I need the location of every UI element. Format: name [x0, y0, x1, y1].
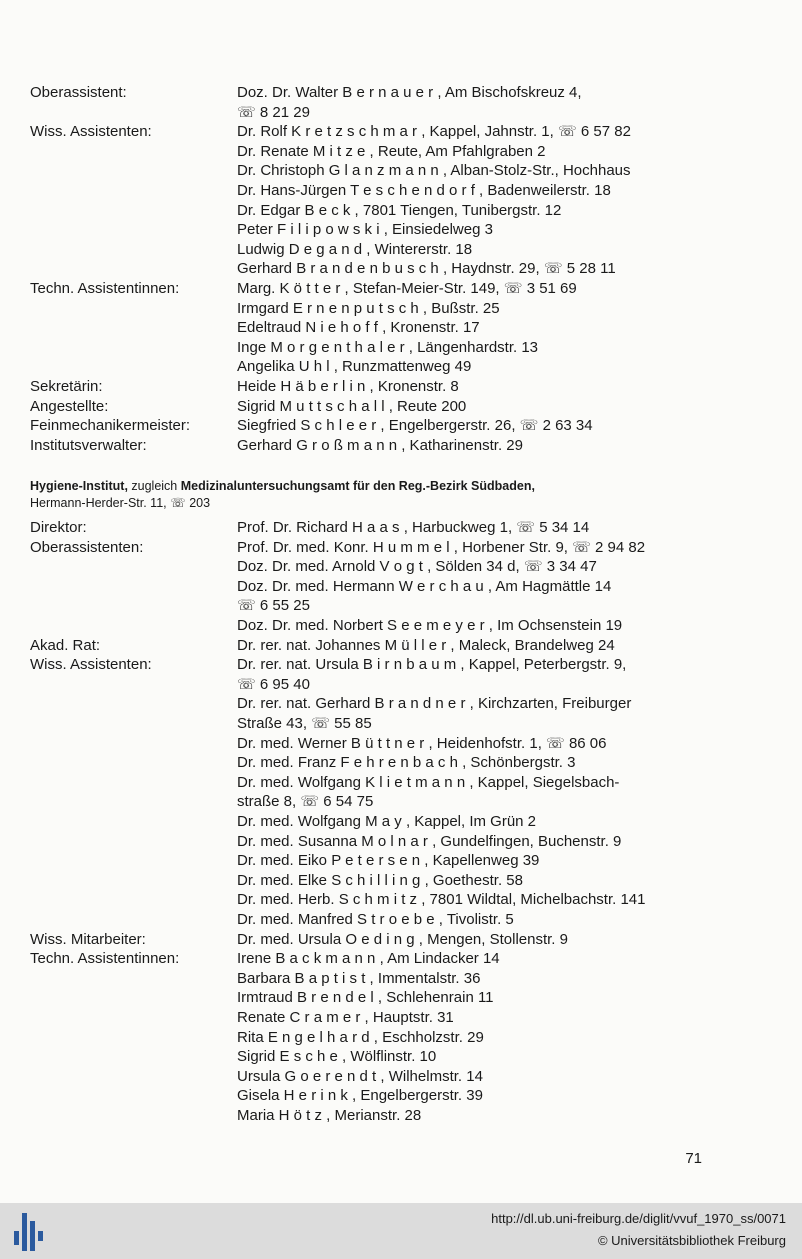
- person-lines: [237, 930, 717, 950]
- person-lines: [237, 538, 717, 636]
- person-line: Dr. Rolf K r e t z s c h m a r , Kappel, Jahnstr. 1, ☏ 6 57 82: [237, 123, 631, 141]
- person-line: Gerhard B r a n d e n b u s c h , Haydnstr. 29, ☏ 5 28 11: [237, 260, 616, 278]
- person-line: Marg. K ö t t e r , Stefan-Meier-Str. 149, ☏ 3 51 69: [237, 280, 577, 297]
- role-label: Direktor:: [30, 519, 87, 536]
- person-line: Dr. med. Herb. S c h m i t z , 7801 Wildtal, Michelbachstr. 141: [237, 891, 646, 909]
- person-line: Dr. med. Werner B ü t t n e r , Heidenhofstr. 1, ☏ 86 06: [237, 734, 607, 752]
- person-line: Prof. Dr. med. Konr. H u m m e l , Horbener Str. 9, ☏ 2 94 82: [237, 538, 646, 556]
- person-line: Dr. rer. nat. Johannes M ü l l e r , Maleck, Brandelweg 24: [237, 636, 615, 654]
- source-url-link[interactable]: http://dl.ub.uni-freiburg.de/diglit/vvuf_1970_ss/0071: [491, 1211, 786, 1226]
- person-line: Dr. Hans-Jürgen T e s c h e n d o r f , Badenweilerstr. 18: [237, 181, 611, 199]
- person-lines: [237, 279, 717, 377]
- person-lines: [237, 636, 717, 656]
- role-label: Wiss. Mitarbeiter:: [30, 930, 146, 948]
- person-line: ☏ 6 95 40: [237, 675, 310, 693]
- person-line: Angelika U h l , Runzmattenweg 49: [237, 358, 472, 376]
- person-line: Dr. rer. nat. Gerhard B r a n d n e r , Kirchzarten, Freiburger: [237, 695, 632, 713]
- role-label: Institutsverwalter:: [30, 436, 147, 454]
- person-line: Irene B a c k m a n n , Am Lindacker 14: [237, 950, 500, 968]
- footer-bar: [0, 1203, 802, 1259]
- person-line: Peter F i l i p o w s k i , Einsiedelweg 3: [237, 221, 493, 239]
- copyright-text: © Universitätsbibliothek Freiburg: [597, 1233, 786, 1248]
- person-line: ☏ 8 21 29: [237, 103, 310, 121]
- person-lines: [237, 518, 717, 538]
- person-line: Prof. Dr. Richard H a a s , Harbuckweg 1, ☏ 5 34 14: [237, 519, 590, 536]
- role-label: Oberassistenten:: [30, 538, 144, 556]
- person-lines: [237, 397, 717, 417]
- person-line: Gerhard G r o ß m a n n , Katharinenstr. 29: [237, 436, 523, 454]
- person-line: straße 8, ☏ 6 54 75: [237, 793, 374, 811]
- heading-bold-1: Hygiene-Institut,: [30, 479, 128, 493]
- heading-bold-2: Medizinaluntersuchungsamt für den Reg.-Bezirk Südbaden,: [180, 479, 535, 493]
- person-lines: [237, 416, 717, 436]
- role-label: Feinmechanikermeister:: [30, 417, 191, 435]
- person-line: Heide H ä b e r l i n , Kronenstr. 8: [237, 378, 459, 395]
- person-line: Dr. Renate M i t z e , Reute, Am Pfahlgraben 2: [237, 142, 546, 160]
- ub-freiburg-logo-icon: [10, 1209, 50, 1255]
- person-line: Dr. med. Eiko P e t e r s e n , Kapellenweg 39: [237, 852, 540, 870]
- person-line: Dr. med. Manfred S t r o e b e , Tivolistr. 5: [237, 910, 514, 928]
- person-line: Gisela H e r i n k , Engelbergerstr. 39: [237, 1087, 483, 1105]
- person-line: Dr. med. Susanna M o l n a r , Gundelfingen, Buchenstr. 9: [237, 832, 622, 850]
- heading-address: Hermann-Herder-Str. 11, ☏ 203: [30, 496, 211, 510]
- person-line: Rita E n g e l h a r d , Eschholzstr. 29: [237, 1028, 484, 1046]
- person-lines: [237, 655, 717, 929]
- person-line: Straße 43, ☏ 55 85: [237, 714, 372, 732]
- role-label: Sekretärin:: [30, 378, 103, 395]
- person-line: Dr. med. Wolfgang M a y , Kappel, Im Grün 2: [237, 812, 537, 830]
- page-number: 71: [685, 1150, 702, 1167]
- person-lines: [237, 949, 717, 1125]
- role-label: Techn. Assistentinnen:: [30, 280, 180, 297]
- person-line: Renate C r a m e r , Hauptstr. 31: [237, 1008, 454, 1026]
- role-label: Wiss. Assistenten:: [30, 123, 152, 141]
- person-line: Dr. med. Franz F e h r e n b a c h , Schönbergstr. 3: [237, 754, 576, 772]
- person-line: Dr. med. Wolfgang K l i e t m a n n , Kappel, Siegelsbach-: [237, 773, 620, 791]
- person-lines: [237, 83, 717, 122]
- person-line: Doz. Dr. med. Norbert S e e m e y e r , Im Ochsenstein 19: [237, 616, 623, 634]
- person-lines: [237, 122, 717, 279]
- role-label: Wiss. Assistenten:: [30, 656, 152, 674]
- person-line: Maria H ö t z , Merianstr. 28: [237, 1106, 422, 1124]
- person-line: Barbara B a p t i s t , Immentalstr. 36: [237, 969, 481, 987]
- person-line: Sigrid E s c h e , Wölflinstr. 10: [237, 1048, 437, 1066]
- person-line: Irmtraud B r e n d e l , Schlehenrain 11: [237, 989, 494, 1007]
- person-line: Doz. Dr. med. Hermann W e r c h a u , Am Hagmättle 14: [237, 577, 612, 595]
- person-line: Dr. rer. nat. Ursula B i r n b a u m , Kappel, Peterbergstr. 9,: [237, 656, 627, 674]
- role-label: Oberassistent:: [30, 84, 127, 101]
- person-line: Inge M o r g e n t h a l e r , Längenhardstr. 13: [237, 338, 539, 356]
- person-line: Irmgard E r n e n p u t s c h , Bußstr. 25: [237, 299, 500, 317]
- person-line: Sigrid M u t t s c h a l l , Reute 200: [237, 397, 467, 415]
- person-lines: [237, 377, 717, 397]
- person-line: ☏ 6 55 25: [237, 597, 310, 615]
- heading-text-1: zugleich: [127, 479, 181, 493]
- person-lines: [237, 436, 717, 456]
- person-line: Dr. med. Ursula O e d i n g , Mengen, Stollenstr. 9: [237, 930, 568, 948]
- person-line: Ursula G o e r e n d t , Wilhelmstr. 14: [237, 1067, 483, 1085]
- person-line: Doz. Dr. med. Arnold V o g t , Sölden 34 d, ☏ 3 34 47: [237, 558, 597, 576]
- role-label: Akad. Rat:: [30, 636, 101, 654]
- person-line: Dr. Christoph G l a n z m a n n , Alban-Stolz-Str., Hochhaus: [237, 162, 631, 180]
- person-line: Doz. Dr. Walter B e r n a u e r , Am Bischofskreuz 4,: [237, 84, 582, 101]
- person-line: Siegfried S c h l e e r , Engelbergerstr. 26, ☏ 2 63 34: [237, 417, 593, 435]
- person-line: Edeltraud N i e h o f f , Kronenstr. 17: [237, 319, 480, 337]
- role-label: Techn. Assistentinnen:: [30, 950, 180, 968]
- person-line: Dr. Edgar B e c k , 7801 Tiengen, Tunibergstr. 12: [237, 201, 562, 219]
- role-label: Angestellte:: [30, 397, 109, 415]
- institute-heading: [30, 478, 770, 512]
- person-line: Dr. med. Elke S c h i l l i n g , Goethestr. 58: [237, 871, 523, 889]
- person-line: Ludwig D e g a n d , Wintererstr. 18: [237, 240, 473, 258]
